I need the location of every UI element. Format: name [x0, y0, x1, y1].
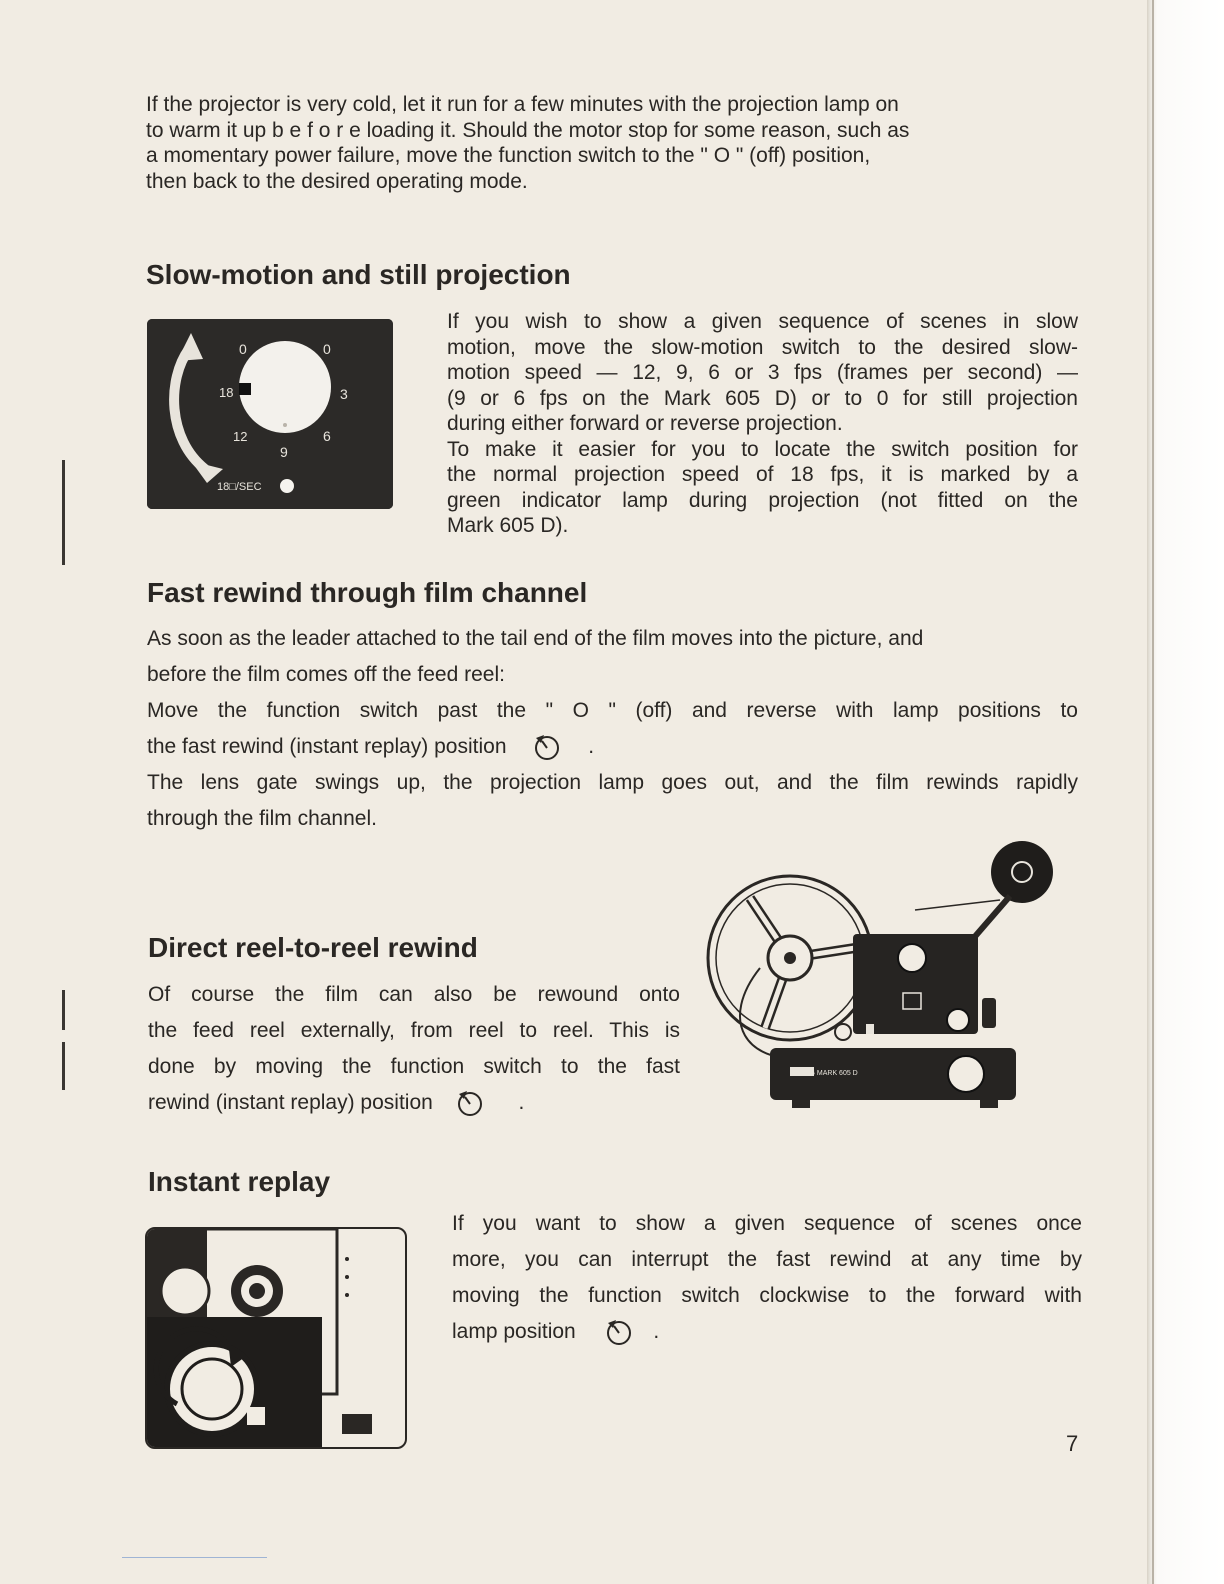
footer-rule: [122, 1557, 267, 1558]
projector-badge: EUMIG MARK 605 D: [792, 1070, 858, 1077]
fast-rewind-heading: Fast rewind through film channel: [147, 577, 588, 608]
fast-rewind-line: before the film comes off the feed reel:: [147, 663, 505, 686]
direct-rewind-line: the feed reel externally, from reel to reel. This is: [148, 1019, 680, 1042]
fast-rewind-line-end: .: [588, 735, 595, 758]
function-switch-illustration: [145, 1227, 407, 1449]
intro-line: a momentary power failure, move the function switch to the " O " (off) position,: [146, 144, 871, 167]
intro-paragraph: [146, 92, 1076, 194]
direct-rewind-line: done by moving the function switch to the fast: [148, 1055, 680, 1078]
instant-replay-line: more, you can interrupt the fast rewind at any time by: [452, 1248, 1082, 1271]
page-edge: [1147, 0, 1224, 1584]
instant-replay-line: moving the function switch clockwise to the forward with: [452, 1284, 1082, 1307]
instant-replay-line: If you want to show a given sequence of scenes once: [452, 1212, 1082, 1235]
speed-dial-illustration: [147, 319, 393, 509]
fast-rewind-line: through the film channel.: [147, 807, 377, 830]
speed-label: 18□/SEC: [217, 481, 262, 493]
fast-rewind-line: Move the function switch past the " O " (off) and reverse with lamp positions to: [147, 699, 1078, 722]
rewind-position-icon: [530, 732, 564, 762]
slow-motion-line: To make it easier for you to locate the switch position for: [447, 437, 1078, 461]
dial-label: 0: [239, 341, 247, 357]
direct-rewind-line-end: .: [518, 1091, 525, 1114]
slow-motion-line: the normal projection speed of 18 fps, it is marked by a: [447, 463, 1078, 486]
margin-mark: [62, 460, 65, 565]
fast-rewind-line-text: the fast rewind (instant replay) position: [147, 735, 507, 758]
projector-illustration: [700, 838, 1085, 1118]
dial-label: 12: [233, 429, 248, 444]
instant-replay-heading: Instant replay: [148, 1166, 331, 1197]
direct-rewind-line: [148, 1085, 680, 1121]
slow-motion-line: motion, move the slow-motion switch to the desired slow-: [447, 335, 1078, 359]
direct-rewind-line-text: rewind (instant replay) position: [148, 1091, 433, 1114]
margin-mark: [62, 1042, 65, 1090]
intro-line: then back to the desired operating mode.: [146, 169, 528, 193]
dial-label: 9: [280, 444, 288, 460]
slow-motion-line: during either forward or reverse projection.: [447, 412, 843, 435]
slow-motion-line: green indicator lamp during projection (not fitted on the: [447, 488, 1078, 512]
instant-replay-paragraph: [452, 1206, 1082, 1350]
intro-line: to warm it up b e f o r e loading it. Should the motor stop for some reason, such as: [146, 118, 910, 142]
fast-rewind-line: The lens gate swings up, the projection lamp goes out, and the film rewinds rapidly: [147, 771, 1078, 794]
direct-rewind-heading: Direct reel-to-reel rewind: [148, 932, 478, 963]
slow-motion-line: Mark 605 D).: [447, 514, 569, 537]
rewind-position-icon: [453, 1088, 487, 1118]
fast-rewind-line: [147, 729, 1078, 765]
dial-label: 18: [219, 385, 234, 400]
slow-motion-line: motion speed — 12, 9, 6 or 3 fps (frames per second) —: [447, 361, 1078, 384]
instant-replay-line-end: .: [653, 1320, 660, 1343]
slow-motion-heading: Slow-motion and still projection: [146, 259, 571, 290]
instant-replay-line: [452, 1314, 1082, 1350]
slow-motion-line: If you wish to show a given sequence of scenes in slow: [447, 310, 1078, 333]
fast-rewind-paragraph: [147, 621, 1078, 837]
direct-rewind-paragraph: [148, 977, 680, 1121]
dial-label: 0: [323, 341, 331, 357]
page-fold-line: [1152, 0, 1154, 1584]
instant-replay-line-text: lamp position: [452, 1320, 576, 1343]
page-number: 7: [1066, 1431, 1079, 1456]
intro-line: If the projector is very cold, let it run for a few minutes with the projection lamp on: [146, 93, 899, 116]
dial-label: 6: [323, 428, 331, 444]
dial-label: 3: [340, 386, 348, 402]
direct-rewind-line: Of course the film can also be rewound onto: [148, 983, 680, 1006]
slow-motion-paragraph: [447, 309, 1078, 539]
forward-with-lamp-icon: [602, 1317, 636, 1347]
green-indicator-lamp-icon: [280, 479, 294, 493]
slow-motion-line: (9 or 6 fps on the Mark 605 D) or to 0 for still projection: [447, 386, 1078, 410]
fast-rewind-line: As soon as the leader attached to the tail end of the film moves into the picture, and: [147, 627, 924, 650]
margin-mark: [62, 990, 65, 1030]
